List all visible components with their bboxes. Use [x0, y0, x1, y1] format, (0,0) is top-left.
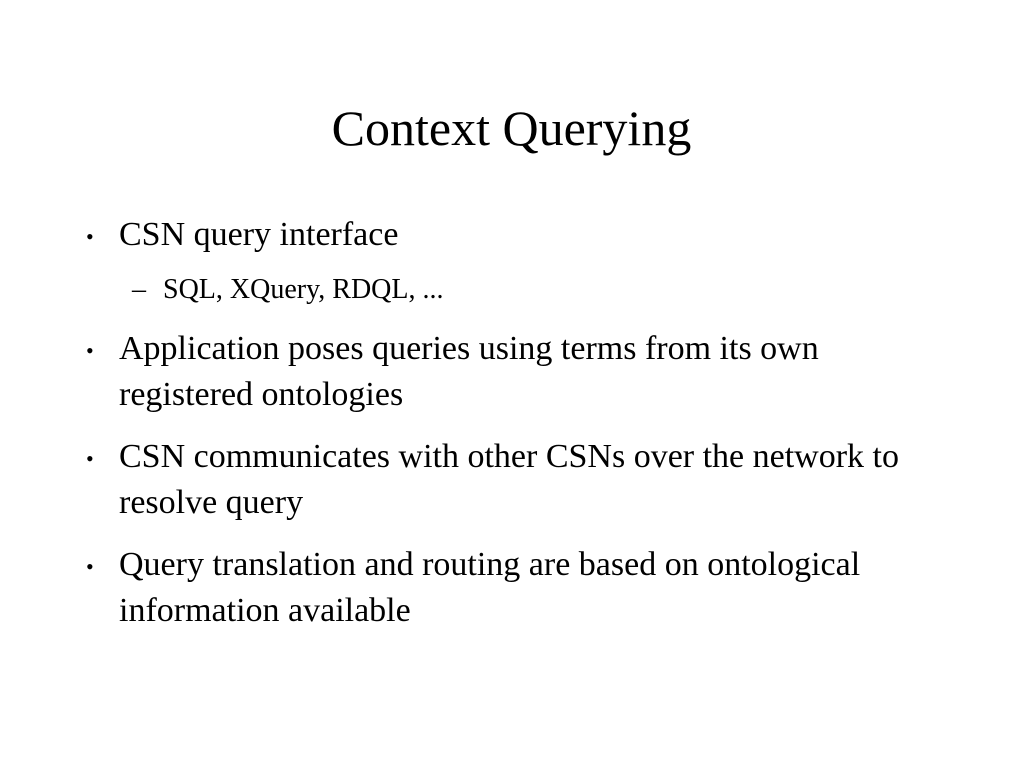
bullet-icon: • — [86, 554, 94, 579]
bullet-text: CSN communicates with other CSNs over the network to resolve query — [119, 438, 900, 521]
bullet-text: Query translation and routing are based on ontological information available — [119, 546, 861, 629]
bullet-icon: • — [86, 224, 94, 249]
sub-bullet-item — [0, 272, 1023, 308]
bullet-text: CSN query interface — [119, 216, 399, 253]
bullet-item — [0, 326, 1023, 418]
sub-bullet-text: SQL, XQuery, RDQL, ... — [163, 274, 444, 305]
bullet-item — [0, 542, 1023, 634]
bullet-icon: • — [86, 446, 94, 471]
bullet-text: Application poses queries using terms from its own registered ontologies — [119, 330, 819, 413]
bullet-list — [0, 212, 1023, 650]
dash-icon: – — [132, 274, 146, 305]
bullet-item — [0, 212, 1023, 258]
bullet-icon: • — [86, 338, 94, 363]
slide-title: Context Querying — [331, 100, 692, 156]
bullet-item — [0, 434, 1023, 526]
